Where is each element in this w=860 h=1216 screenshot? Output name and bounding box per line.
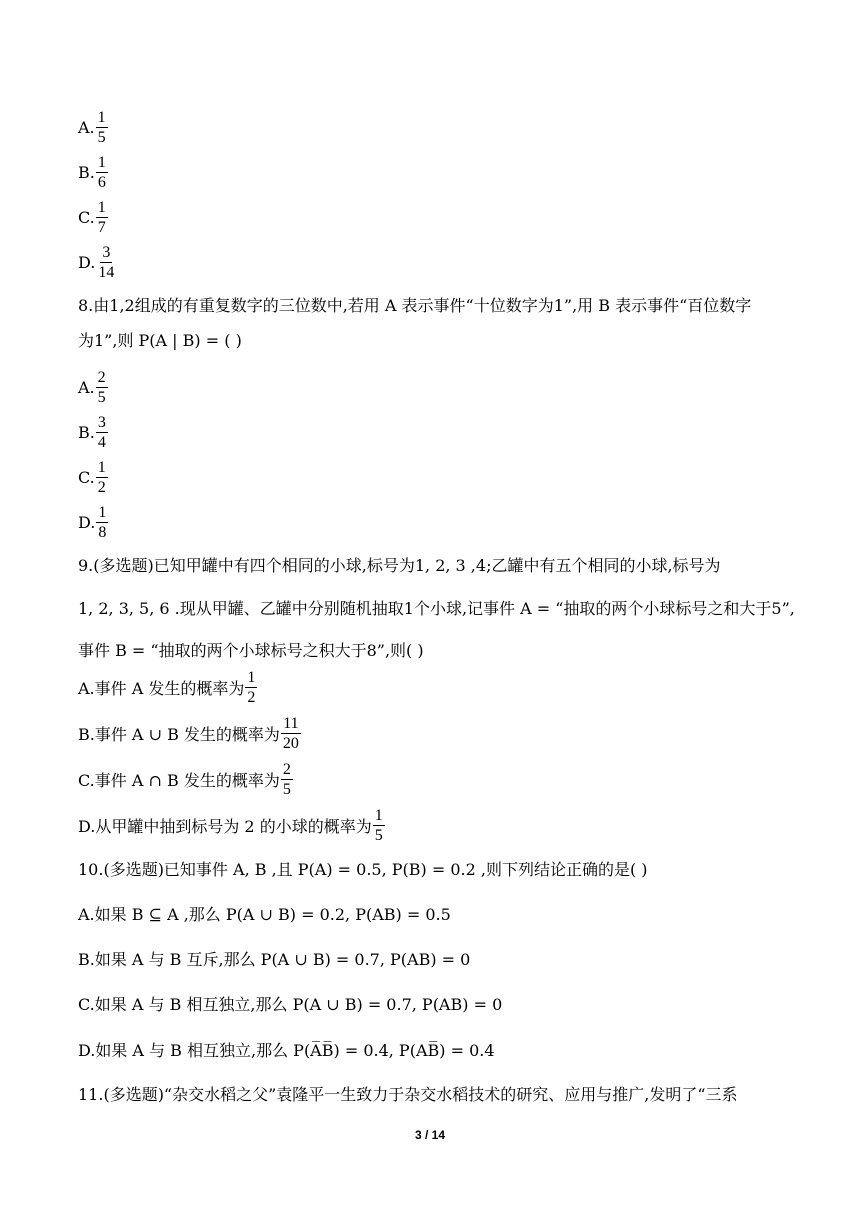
numerator: 3 <box>102 243 111 261</box>
q9-stem-line-3: 事件 B = “抽取的两个小球标号之积大于8”,则( ) <box>78 641 424 660</box>
numerator: 3 <box>97 413 106 431</box>
q10-stem: 10.(多选题)已知事件 A, B ,且 P(A) = 0.5, P(B) = 0.2 ,则下列结论正确的是( ) <box>78 860 648 879</box>
option-label: C. <box>78 467 95 487</box>
numerator: 1 <box>97 198 106 216</box>
q11-stem-line-1: 11.(多选题)“杂交水稻之父”袁隆平一生致力于杂交水稻技术的研究、应用与推广,发明了“三系 <box>78 1085 738 1104</box>
option-label: A. <box>78 117 95 137</box>
fraction <box>96 413 108 452</box>
denominator: 5 <box>374 826 383 844</box>
q10-option-a: A.如果 B ⊆ A ,那么 P(A ∪ B) = 0.2, P(AB) = 0.5 <box>78 905 451 924</box>
q7-option-b <box>78 149 109 195</box>
numerator: 1 <box>98 503 107 521</box>
fraction <box>281 714 301 753</box>
fraction <box>281 760 293 799</box>
q10-option-b: B.如果 A 与 B 互斥,那么 P(A ∪ B) = 0.7, P(AB) = 0 <box>78 950 471 969</box>
numerator: 1 <box>374 806 383 824</box>
denominator: 2 <box>247 688 256 706</box>
denominator: 7 <box>97 218 106 236</box>
fraction <box>96 153 108 192</box>
q9-option-a <box>78 664 258 710</box>
q9-stem-line-1: 9.(多选题)已知甲罐中有四个相同的小球,标号为1, 2, 3 ,4;乙罐中有五个相同的小球,标号为 <box>78 556 721 575</box>
denominator: 5 <box>97 388 106 406</box>
denominator: 4 <box>97 433 106 451</box>
option-label: D. <box>78 252 96 272</box>
numerator: 2 <box>282 760 291 778</box>
q10-option-c: C.如果 A 与 B 相互独立,那么 P(A ∪ B) = 0.7, P(AB) = 0 <box>78 995 503 1014</box>
numerator: 1 <box>97 108 106 126</box>
denominator: 20 <box>282 734 299 752</box>
q7-option-d <box>78 239 117 285</box>
numerator: 1 <box>247 668 256 686</box>
option-label: B. <box>78 162 95 182</box>
fraction <box>96 368 108 407</box>
q9-option-b <box>78 710 302 756</box>
denominator: 8 <box>98 523 107 541</box>
option-label: A. <box>78 377 95 397</box>
page-number: 3 / 14 <box>414 1128 446 1142</box>
q9-option-c <box>78 756 294 802</box>
option-text: B.事件 A ∪ B 发生的概率为 <box>78 724 280 744</box>
fraction <box>96 458 108 497</box>
fraction <box>245 668 257 707</box>
option-text: D.从甲罐中抽到标号为 2 的小球的概率为 <box>78 816 372 836</box>
option-text: A.事件 A 发生的概率为 <box>78 678 245 698</box>
option-text: C.事件 A ∩ B 发生的概率为 <box>78 770 280 790</box>
denominator: 2 <box>97 478 106 496</box>
fraction <box>96 243 116 282</box>
option-label: B. <box>78 422 95 442</box>
q10-option-d: D.如果 A 与 B 相互独立,那么 P(A̅B̅) = 0.4, P(AB̅) = 0.4 <box>78 1041 495 1060</box>
denominator: 5 <box>97 128 106 146</box>
q9-option-d <box>78 802 386 848</box>
denominator: 6 <box>97 173 106 191</box>
q7-option-a <box>78 104 109 150</box>
q7-option-c <box>78 194 109 240</box>
option-label: D. <box>78 512 96 532</box>
q9-stem-line-2: 1, 2, 3, 5, 6 .现从甲罐、乙罐中分别随机抽取1个小球,记事件 A = “抽取的两个小球标号之和大于5”, <box>78 599 795 618</box>
numerator: 2 <box>97 368 106 386</box>
q8-option-d <box>78 499 109 545</box>
fraction <box>373 806 385 845</box>
q8-option-b <box>78 409 109 455</box>
fraction <box>96 198 108 237</box>
numerator: 1 <box>97 458 106 476</box>
q8-option-c <box>78 454 109 500</box>
q8-option-a <box>78 364 109 410</box>
denominator: 5 <box>282 780 291 798</box>
numerator: 1 <box>97 153 106 171</box>
denominator: 14 <box>98 263 115 281</box>
fraction <box>96 108 108 147</box>
q8-stem-line-2: 为1”,则 P(A | B) = ( ) <box>78 331 242 350</box>
q8-stem-line-1: 8.由1,2组成的有重复数字的三位数中,若用 A 表示事件“十位数字为1”,用 B 表示事件“百位数字 <box>78 296 752 315</box>
fraction <box>96 503 108 542</box>
option-label: C. <box>78 207 95 227</box>
numerator: 11 <box>283 714 299 732</box>
